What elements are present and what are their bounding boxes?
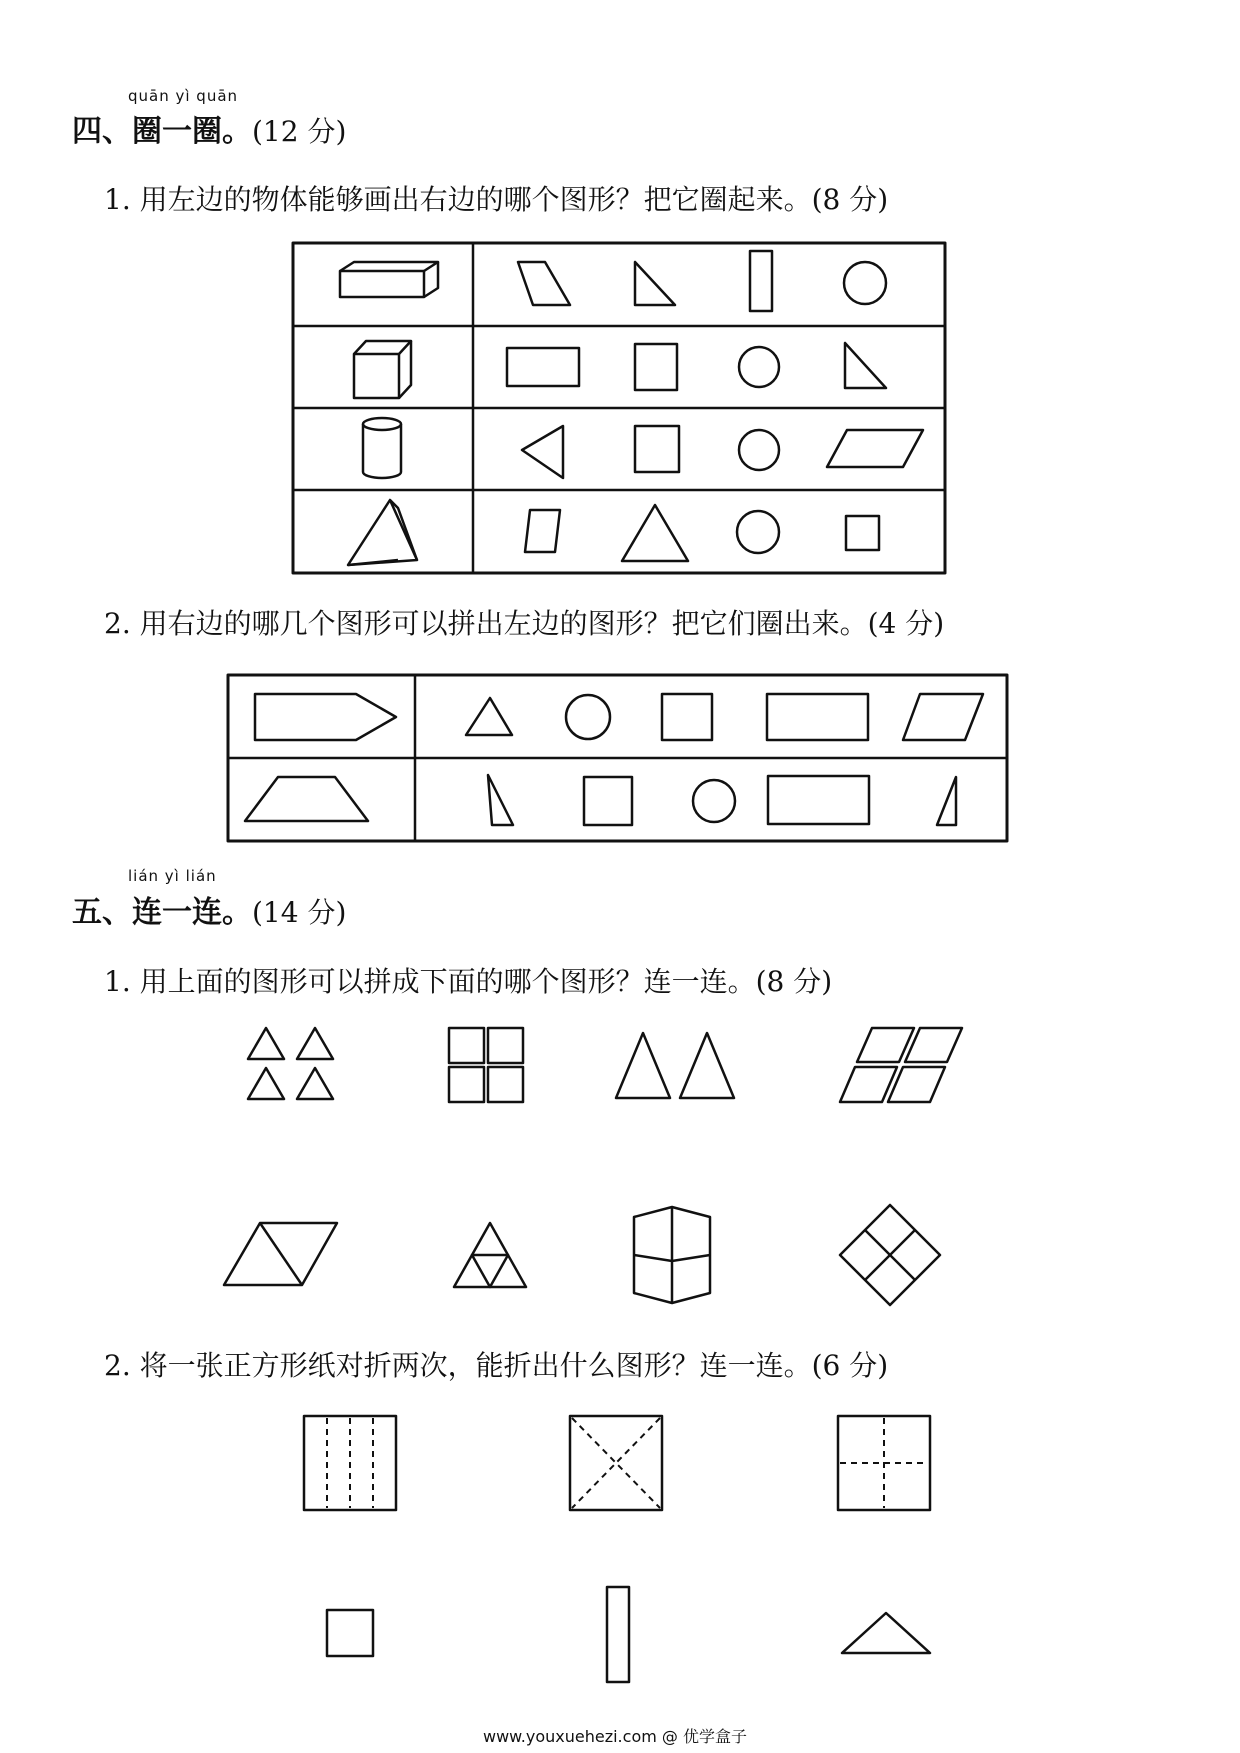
left-triangle-icon (522, 426, 563, 478)
square-icon (635, 426, 679, 472)
footer-site: www.youxuehezi.com @ 优学盒子 (483, 1727, 747, 1746)
four-small-triangles-icon (248, 1028, 333, 1099)
cross-folds-square-icon (838, 1416, 930, 1510)
four-squares-icon (449, 1028, 523, 1102)
triangle-icon (842, 1613, 930, 1653)
folded-book-icon (634, 1207, 710, 1303)
section4-pinyin: quān yì quān (128, 87, 239, 105)
result-shapes-row (290, 1575, 950, 1685)
rectangle-icon (767, 694, 868, 740)
cylinder-icon (363, 418, 401, 478)
section4-score: (12 分) (252, 115, 347, 148)
triangular-prism-icon (348, 500, 417, 565)
thin-triangle-icon (937, 777, 956, 825)
section5-score: (14 分) (252, 896, 347, 929)
shape-table-2 (225, 672, 1011, 846)
diamond-four-squares-icon (840, 1205, 940, 1305)
section4-heading (72, 106, 346, 150)
rectangle-icon (507, 348, 579, 386)
section4-question2: 2. 用右边的哪几个图形可以拼出左边的图形？把它们圈出来。(4 分) (104, 607, 945, 640)
square-icon (635, 344, 677, 390)
right-triangle-icon (845, 343, 886, 388)
circle-icon (693, 780, 735, 822)
triangle-four-triangles-icon (454, 1223, 526, 1287)
parallelogram-icon (903, 694, 983, 740)
composed-shapes-row (220, 1195, 1000, 1315)
rectangle-icon (768, 776, 869, 824)
section5-question1: 1. 用上面的图形可以拼成下面的哪个图形？连一连。(8 分) (104, 965, 833, 998)
diagonal-folds-square-icon (570, 1416, 662, 1510)
circle-icon (739, 347, 779, 387)
circle-icon (737, 511, 779, 553)
trapezoid-icon (245, 777, 368, 821)
thin-triangle-icon (488, 775, 513, 825)
section5-question2: 2. 将一张正方形纸对折两次，能折出什么图形？连一连。(6 分) (104, 1349, 889, 1382)
cuboid-icon (340, 262, 438, 297)
square-icon (662, 694, 712, 740)
trapezoid-icon (525, 510, 560, 552)
folded-squares-row (290, 1402, 950, 1520)
section5-pinyin: lián yì lián (128, 867, 217, 885)
table2-grid (228, 675, 1007, 841)
section5-heading (72, 887, 346, 931)
right-triangle-icon (635, 262, 675, 305)
circle-icon (566, 695, 610, 739)
two-triangles-icon (616, 1033, 734, 1098)
section4-title: 四、圈一圈。 (72, 114, 252, 149)
parallelogram-icon (827, 430, 923, 467)
shape-table-1 (290, 240, 950, 578)
small-square-icon (846, 516, 879, 550)
circle-icon (844, 262, 886, 304)
circle-icon (739, 430, 779, 470)
section5-title: 五、连一连。 (72, 895, 252, 930)
section4-question1: 1. 用左边的物体能够画出右边的哪个图形？把它圈起来。(8 分) (104, 183, 889, 216)
small-square-icon (327, 1610, 373, 1656)
square-icon (584, 777, 632, 825)
thin-rectangle-icon (607, 1587, 629, 1682)
triangle-icon (466, 698, 512, 735)
pieces-row (220, 1018, 1000, 1108)
vertical-folds-square-icon (304, 1416, 396, 1510)
triangle-icon (622, 505, 688, 561)
tall-rectangle-icon (750, 251, 772, 311)
cube-icon (354, 341, 411, 398)
parallelogram-icon (518, 262, 570, 305)
pentagon-arrow-icon (255, 694, 396, 740)
four-parallelograms-icon (840, 1028, 962, 1102)
parallelogram-two-triangles-icon (224, 1223, 337, 1285)
